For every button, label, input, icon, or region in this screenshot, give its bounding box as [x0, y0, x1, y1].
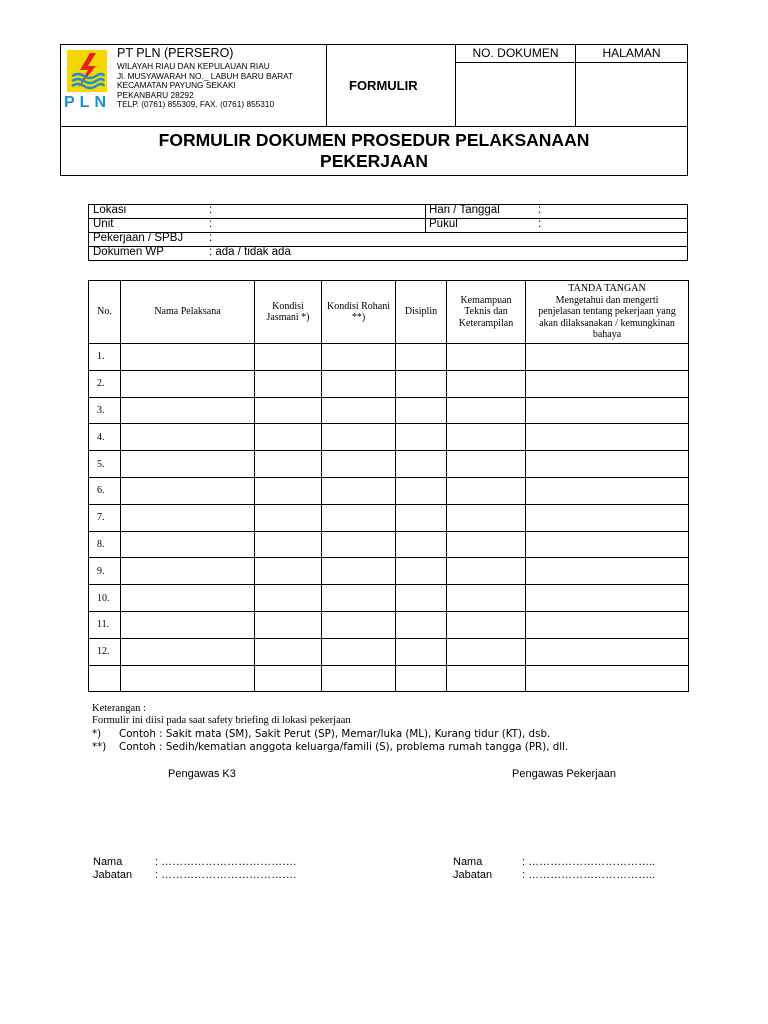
pekerjaan-label: Pekerjaan / SPBJ: [93, 232, 184, 244]
kemampuan-cell[interactable]: [447, 451, 526, 478]
nama-pelaksana-cell[interactable]: [121, 370, 255, 397]
kondisi-jasmani-cell[interactable]: [255, 344, 322, 371]
tanda-tangan-cell[interactable]: [526, 585, 689, 612]
tanda-tangan-cell[interactable]: [526, 638, 689, 665]
nama-pelaksana-cell[interactable]: [121, 504, 255, 531]
kondisi-jasmani-cell[interactable]: [255, 665, 322, 692]
left-nama-field[interactable]: : ……………………………….: [155, 856, 297, 868]
table-row: [89, 504, 689, 531]
kondisi-rohani-cell[interactable]: [322, 504, 396, 531]
note-text-2: Contoh : Sedih/kematian anggota keluarga/famili (S), problema rumah tangga (PR), dll.: [119, 741, 569, 753]
address-line: WILAYAH RIAU DAN KEPULAUAN RIAU: [117, 61, 270, 71]
tanda-tangan-cell[interactable]: [526, 344, 689, 371]
kondisi-jasmani-cell[interactable]: [255, 611, 322, 638]
unit-colon: :: [209, 218, 213, 230]
kemampuan-cell[interactable]: [447, 424, 526, 451]
kondisi-jasmani-cell[interactable]: [255, 504, 322, 531]
page-value[interactable]: [576, 63, 687, 125]
col-kemampuan: Kemampuan Teknis dan Keterampilan: [447, 281, 526, 344]
nama-pelaksana-cell[interactable]: [121, 424, 255, 451]
kondisi-jasmani-cell[interactable]: [255, 477, 322, 504]
kemampuan-cell[interactable]: [447, 504, 526, 531]
title-line: PEKERJAAN: [320, 151, 428, 171]
kondisi-jasmani-cell[interactable]: [255, 558, 322, 585]
row-number: 9.: [89, 558, 121, 585]
kondisi-rohani-cell[interactable]: [322, 451, 396, 478]
pukul-colon: :: [538, 218, 542, 230]
kondisi-rohani-cell[interactable]: [322, 558, 396, 585]
col-no: No.: [89, 281, 121, 344]
doc-no-label: NO. DOKUMEN: [472, 46, 559, 60]
tanda-tangan-cell[interactable]: [526, 451, 689, 478]
nama-pelaksana-cell[interactable]: [121, 665, 255, 692]
disiplin-cell[interactable]: [396, 638, 447, 665]
address-line: TELP. (0761) 855309, FAX. (0761) 855310: [117, 99, 275, 110]
kemampuan-cell[interactable]: [447, 611, 526, 638]
note-text-1: Contoh : Sakit mata (SM), Sakit Perut (SP), Memar/luka (ML), Kurang tidur (KT), dsb.: [119, 728, 551, 740]
kondisi-rohani-cell[interactable]: [322, 424, 396, 451]
nama-pelaksana-cell[interactable]: [121, 585, 255, 612]
row-number: 1.: [89, 344, 121, 371]
col-kondisi-jasmani: Kondisi Jasmani *): [255, 281, 322, 344]
table-row: [89, 370, 689, 397]
nama-pelaksana-cell[interactable]: [121, 451, 255, 478]
address-line: Jl. MUSYAWARAH NO._ LABUH BARU BARAT: [117, 70, 294, 81]
form-label: FORMULIR: [349, 78, 418, 93]
row-number: 7.: [89, 504, 121, 531]
logo-text: PLN: [64, 94, 111, 111]
disiplin-cell[interactable]: [396, 531, 447, 558]
note-mark-2: **): [92, 741, 107, 753]
document-title: [61, 130, 687, 172]
right-jabatan-label: Jabatan: [453, 869, 493, 881]
row-number: [89, 665, 121, 692]
right-nama-field[interactable]: : ……………………………..: [522, 856, 656, 868]
disiplin-cell[interactable]: [396, 370, 447, 397]
tanda-tangan-cell[interactable]: [526, 558, 689, 585]
kondisi-rohani-cell[interactable]: [322, 585, 396, 612]
row-number: 10.: [89, 585, 121, 612]
table-row: [89, 585, 689, 612]
kemampuan-cell[interactable]: [447, 558, 526, 585]
kemampuan-cell[interactable]: [447, 370, 526, 397]
row-number: 3.: [89, 397, 121, 424]
kemampuan-cell[interactable]: [447, 344, 526, 371]
pengawas-pekerjaan-title: Pengawas Pekerjaan: [512, 768, 616, 780]
kondisi-jasmani-cell[interactable]: [255, 451, 322, 478]
nama-pelaksana-cell[interactable]: [121, 344, 255, 371]
notes-title: Keterangan :: [92, 703, 146, 714]
kondisi-jasmani-cell[interactable]: [255, 585, 322, 612]
tanda-tangan-cell[interactable]: [526, 531, 689, 558]
kondisi-rohani-cell[interactable]: [322, 665, 396, 692]
page-label: HALAMAN: [602, 46, 661, 60]
tanda-tangan-cell[interactable]: [526, 370, 689, 397]
pengawas-k3-title: Pengawas K3: [168, 768, 236, 780]
kondisi-rohani-cell[interactable]: [322, 531, 396, 558]
doc-no-value[interactable]: [456, 63, 575, 125]
kondisi-rohani-cell[interactable]: [322, 611, 396, 638]
kondisi-jasmani-cell[interactable]: [255, 424, 322, 451]
row-number: 4.: [89, 424, 121, 451]
kondisi-jasmani-cell[interactable]: [255, 370, 322, 397]
tanda-tangan-cell[interactable]: [526, 397, 689, 424]
nama-pelaksana-cell[interactable]: [121, 558, 255, 585]
address-line: KECAMATAN PAYUNG SEKAKI: [117, 80, 236, 91]
lokasi-label: Lokasi: [93, 204, 127, 216]
tanda-tangan-cell[interactable]: [526, 477, 689, 504]
left-jabatan-field[interactable]: : ……………………………….: [155, 869, 297, 881]
kemampuan-cell[interactable]: [447, 477, 526, 504]
col-nama-pelaksana: Nama Pelaksana: [121, 281, 255, 344]
attendance-table: [88, 280, 689, 692]
hari-tanggal-label: Hari / Tanggal: [429, 204, 500, 216]
kemampuan-cell[interactable]: [447, 665, 526, 692]
right-jabatan-field[interactable]: : ……………………………..: [522, 869, 656, 881]
tanda-tangan-cell[interactable]: [526, 665, 689, 692]
nama-pelaksana-cell[interactable]: [121, 477, 255, 504]
hari-tanggal-colon: :: [538, 204, 542, 216]
col-disiplin: Disiplin: [396, 281, 447, 344]
dokumen-wp-label: Dokumen WP: [93, 246, 164, 258]
pekerjaan-colon: :: [209, 232, 213, 244]
pukul-label: Pukul: [429, 218, 458, 230]
nama-pelaksana-cell[interactable]: [121, 531, 255, 558]
dokumen-wp-value[interactable]: : ada / tidak ada: [209, 246, 291, 258]
disiplin-cell[interactable]: [396, 585, 447, 612]
disiplin-cell[interactable]: [396, 611, 447, 638]
tanda-tangan-cell[interactable]: [526, 424, 689, 451]
kemampuan-cell[interactable]: [447, 585, 526, 612]
kondisi-rohani-cell[interactable]: [322, 477, 396, 504]
disiplin-cell[interactable]: [396, 477, 447, 504]
table-row: [89, 424, 689, 451]
col-kondisi-rohani: Kondisi Rohani **): [322, 281, 396, 344]
table-row: [89, 344, 689, 371]
row-number: 12.: [89, 638, 121, 665]
kondisi-jasmani-cell[interactable]: [255, 531, 322, 558]
kondisi-rohani-cell[interactable]: [322, 370, 396, 397]
table-row: [89, 477, 689, 504]
kondisi-rohani-cell[interactable]: [322, 397, 396, 424]
kondisi-jasmani-cell[interactable]: [255, 638, 322, 665]
kondisi-rohani-cell[interactable]: [322, 344, 396, 371]
tanda-tangan-cell[interactable]: [526, 611, 689, 638]
row-number: 8.: [89, 531, 121, 558]
kemampuan-cell[interactable]: [447, 638, 526, 665]
kondisi-jasmani-cell[interactable]: [255, 397, 322, 424]
table-row: [89, 558, 689, 585]
pln-logo: [64, 50, 114, 112]
address-line: PEKANBARU 28292: [117, 89, 194, 100]
tanda-tangan-title: TANDA TANGAN: [568, 283, 646, 295]
table-row: [89, 611, 689, 638]
lokasi-colon: :: [209, 204, 213, 216]
note-mark-1: *): [92, 728, 102, 740]
col-tanda-tangan: [526, 281, 689, 344]
table-row: [89, 638, 689, 665]
table-row: [89, 665, 689, 692]
notes-line: Formulir ini diisi pada saat safety briefing di lokasi pekerjaan: [92, 715, 351, 726]
company-name: PT PLN (PERSERO): [117, 46, 234, 60]
nama-pelaksana-cell[interactable]: [121, 638, 255, 665]
left-jabatan-label: Jabatan: [93, 869, 133, 881]
nama-pelaksana-cell[interactable]: [121, 397, 255, 424]
unit-label: Unit: [93, 218, 114, 230]
disiplin-cell[interactable]: [396, 665, 447, 692]
kondisi-rohani-cell[interactable]: [322, 638, 396, 665]
table-row: [89, 531, 689, 558]
table-header-row: [89, 281, 689, 344]
row-number: 6.: [89, 477, 121, 504]
table-row: [89, 451, 689, 478]
tanda-tangan-cell[interactable]: [526, 504, 689, 531]
disiplin-cell[interactable]: [396, 504, 447, 531]
disiplin-cell[interactable]: [396, 344, 447, 371]
disiplin-cell[interactable]: [396, 558, 447, 585]
kemampuan-cell[interactable]: [447, 531, 526, 558]
kemampuan-cell[interactable]: [447, 397, 526, 424]
right-nama-label: Nama: [453, 856, 483, 868]
nama-pelaksana-cell[interactable]: [121, 611, 255, 638]
title-line: FORMULIR DOKUMEN PROSEDUR PELAKSANAAN: [158, 130, 590, 150]
disiplin-cell[interactable]: [396, 424, 447, 451]
row-number: 11.: [89, 611, 121, 638]
disiplin-cell[interactable]: [396, 397, 447, 424]
row-number: 5.: [89, 451, 121, 478]
disiplin-cell[interactable]: [396, 451, 447, 478]
row-number: 2.: [89, 370, 121, 397]
table-row: [89, 397, 689, 424]
tanda-tangan-desc: Mengetahui dan mengerti penjelasan tentang pekerjaan yang akan dilaksanakan / kemungkinan bahaya: [538, 294, 676, 341]
left-nama-label: Nama: [93, 856, 123, 868]
